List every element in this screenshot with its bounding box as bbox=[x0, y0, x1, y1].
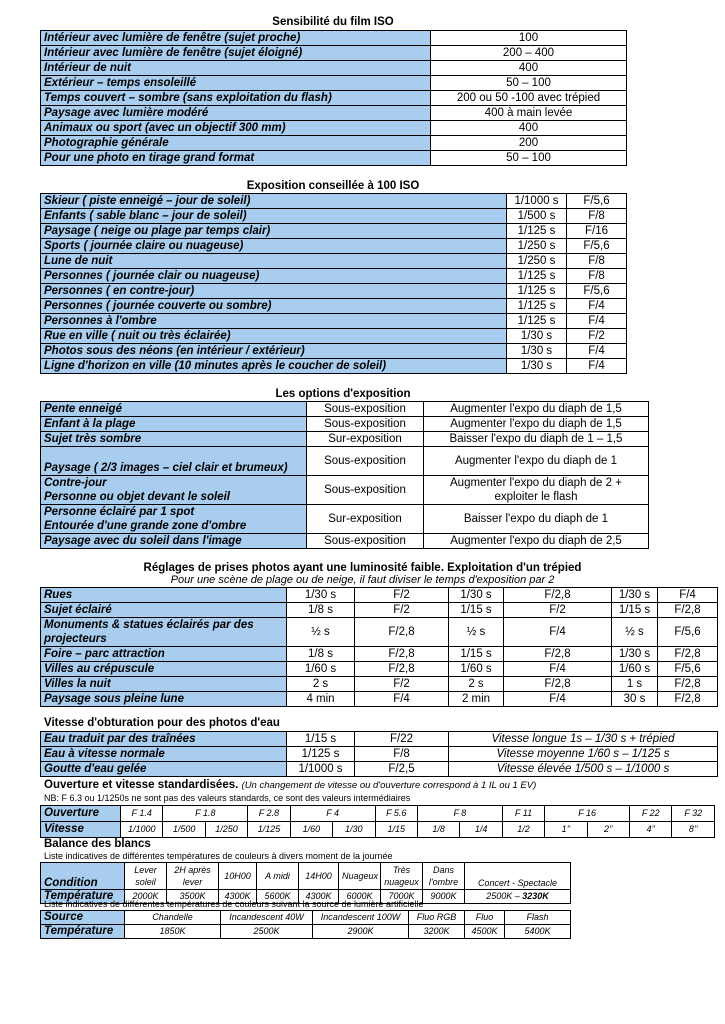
source-temperature-value: 5400K bbox=[505, 925, 571, 939]
lowlight-subject: Rues bbox=[41, 588, 287, 603]
iso-value: 400 bbox=[431, 121, 627, 136]
iso-row bbox=[41, 31, 627, 46]
options-situation bbox=[41, 534, 307, 549]
iso-row bbox=[41, 46, 627, 61]
lowlight-speed: 2 min bbox=[449, 692, 504, 707]
lowlight-speed: 1/30 s bbox=[612, 647, 658, 662]
options-type: Sous-exposition bbox=[307, 417, 424, 432]
lowlight-aperture: F/5,6 bbox=[658, 618, 718, 647]
expo-aperture: F/4 bbox=[567, 314, 627, 329]
condition-value: Concert - Spectacle bbox=[465, 863, 571, 890]
standard-title bbox=[44, 778, 536, 793]
temperature-value: 5600K bbox=[257, 890, 299, 904]
lowlight-speed: 1/30 s bbox=[287, 588, 355, 603]
aperture-value: F 5.6 bbox=[375, 806, 417, 822]
options-situation-line: Enfant à la plage bbox=[44, 418, 136, 430]
options-situation bbox=[41, 432, 307, 447]
options-action bbox=[424, 505, 649, 534]
expo-row bbox=[41, 194, 627, 209]
options-action-line: Augmenter l'expo du diaph de 1,5 bbox=[450, 418, 622, 430]
speed-value: 1/1000 bbox=[121, 822, 163, 838]
concert-temp-range-end: 3230K bbox=[522, 891, 549, 901]
options-action bbox=[424, 432, 649, 447]
balance-title: Balance des blancs bbox=[44, 838, 151, 850]
lowlight-speed: 2 s bbox=[449, 677, 504, 692]
lowlight-speed: 1/15 s bbox=[449, 603, 504, 618]
expo-aperture: F/5,6 bbox=[567, 194, 627, 209]
temperature-value: 9000K bbox=[423, 890, 465, 904]
iso-value: 50 – 100 bbox=[431, 76, 627, 91]
lowlight-aperture: F/2,8 bbox=[504, 647, 612, 662]
speed-value: 1’’ bbox=[545, 822, 587, 838]
water-row bbox=[41, 732, 718, 747]
water-note: Vitesse élevée 1/500 s – 1/1000 s bbox=[449, 762, 718, 777]
speed-value: 1/8 bbox=[417, 822, 459, 838]
lowlight-subject: Paysage sous pleine lune bbox=[41, 692, 287, 707]
lowlight-aperture: F/2,8 bbox=[658, 647, 718, 662]
expo-aperture: F/16 bbox=[567, 224, 627, 239]
options-action-line: Augmenter l'expo du diaph de 2 + bbox=[450, 477, 622, 489]
lowlight-speed: 4 min bbox=[287, 692, 355, 707]
aperture-value: F 22 bbox=[630, 806, 672, 822]
expo-aperture: F/8 bbox=[567, 209, 627, 224]
options-row bbox=[41, 402, 649, 417]
options-row bbox=[41, 534, 649, 549]
options-type: Sous-exposition bbox=[307, 476, 424, 505]
options-situation-line: Paysage avec du soleil dans l'image bbox=[44, 535, 242, 547]
lowlight-subtitle: Pour une scène de plage ou de neige, il faut diviser le temps d'exposition par 2 bbox=[170, 574, 555, 586]
expo-speed: 1/125 s bbox=[507, 269, 567, 284]
lowlight-aperture: F/2,8 bbox=[355, 647, 449, 662]
expo-speed: 1/500 s bbox=[507, 209, 567, 224]
lowlight-speed: 1 s bbox=[612, 677, 658, 692]
water-title: Vitesse d'obturation pour des photos d'eau bbox=[44, 717, 280, 729]
iso-row bbox=[41, 151, 627, 166]
lowlight-subject: Villes au crépuscule bbox=[41, 662, 287, 677]
options-action bbox=[424, 402, 649, 417]
lowlight-speed: 1/30 s bbox=[612, 588, 658, 603]
expo-subject: Rue en ville ( nuit ou très éclairée) bbox=[41, 329, 507, 344]
lowlight-subject: Sujet éclairé bbox=[41, 603, 287, 618]
speed-value: 4’’ bbox=[630, 822, 672, 838]
expo-aperture: F/2 bbox=[567, 329, 627, 344]
iso-value: 400 à main levée bbox=[431, 106, 627, 121]
iso-title: Sensibilité du film ISO bbox=[272, 16, 394, 28]
iso-condition: Temps couvert – sombre (sans exploitation du flash) bbox=[41, 91, 431, 106]
iso-condition: Animaux ou sport (avec un objectif 300 mm) bbox=[41, 121, 431, 136]
options-situation-line: Personne éclairé par 1 spot bbox=[44, 506, 195, 518]
source-temperature-value: 2500K bbox=[221, 925, 313, 939]
lowlight-row bbox=[41, 588, 718, 603]
options-type: Sur-exposition bbox=[307, 432, 424, 447]
water-row bbox=[41, 762, 718, 777]
temperature-value: 3500K bbox=[167, 890, 219, 904]
expo-row bbox=[41, 344, 627, 359]
lowlight-speed: 1/60 s bbox=[612, 662, 658, 677]
water-aperture: F/2,5 bbox=[355, 762, 449, 777]
iso-condition: Intérieur avec lumière de fenêtre (sujet proche) bbox=[41, 31, 431, 46]
water-aperture: F/22 bbox=[355, 732, 449, 747]
source-temperature-value: 3200K bbox=[409, 925, 465, 939]
temperature-value: 4300K bbox=[219, 890, 257, 904]
condition-value: 10H00 bbox=[219, 863, 257, 890]
water-speed: 1/1000 s bbox=[287, 762, 355, 777]
aperture-value: F 11 bbox=[502, 806, 544, 822]
lowlight-aperture: F/4 bbox=[504, 618, 612, 647]
expo-subject: Personnes ( journée couverte ou sombre) bbox=[41, 299, 507, 314]
lowlight-row bbox=[41, 647, 718, 662]
expo-row bbox=[41, 224, 627, 239]
expo-table bbox=[40, 193, 627, 374]
expo-row bbox=[41, 329, 627, 344]
iso-condition: Paysage avec lumière modéré bbox=[41, 106, 431, 121]
speed-value: 8’’ bbox=[672, 822, 715, 838]
aperture-value: F 4 bbox=[290, 806, 375, 822]
condition-value: Très nuageux bbox=[381, 863, 423, 890]
source-temperature-header: Température bbox=[41, 925, 125, 939]
lowlight-aperture: F/2,8 bbox=[504, 588, 612, 603]
options-situation bbox=[41, 402, 307, 417]
expo-aperture: F/4 bbox=[567, 299, 627, 314]
lowlight-title: Réglages de prises photos ayant une luminosité faible. Exploitation d'un trépied bbox=[143, 562, 582, 574]
expo-speed: 1/125 s bbox=[507, 314, 567, 329]
source-value: Chandelle bbox=[125, 911, 221, 925]
lowlight-aperture: F/4 bbox=[504, 692, 612, 707]
options-situation-line: Personne ou objet devant le soleil bbox=[44, 491, 230, 503]
condition-value: Dans l'ombre bbox=[423, 863, 465, 890]
lowlight-aperture: F/2 bbox=[504, 603, 612, 618]
options-action-line: Augmenter l'expo du diaph de 2,5 bbox=[450, 535, 622, 547]
iso-condition: Intérieur de nuit bbox=[41, 61, 431, 76]
expo-aperture: F/4 bbox=[567, 359, 627, 374]
lowlight-aperture: F/4 bbox=[504, 662, 612, 677]
expo-subject: Paysage ( neige ou plage par temps clair) bbox=[41, 224, 507, 239]
condition-row bbox=[41, 863, 571, 890]
lowlight-speed: 1/60 s bbox=[287, 662, 355, 677]
lowlight-aperture: F/2,8 bbox=[355, 662, 449, 677]
iso-row bbox=[41, 61, 627, 76]
options-situation-line: Entourée d'une grande zone d'ombre bbox=[44, 520, 247, 532]
condition-header: Condition bbox=[41, 863, 125, 890]
expo-speed: 1/125 s bbox=[507, 224, 567, 239]
expo-speed: 1/30 s bbox=[507, 329, 567, 344]
lowlight-aperture: F/2,8 bbox=[658, 692, 718, 707]
iso-row bbox=[41, 136, 627, 151]
source-table bbox=[40, 910, 571, 939]
speed-row bbox=[41, 822, 715, 838]
lowlight-row bbox=[41, 618, 718, 647]
options-action bbox=[424, 447, 649, 476]
lowlight-row bbox=[41, 662, 718, 677]
speed-value: 1/60 bbox=[290, 822, 332, 838]
expo-speed: 1/250 s bbox=[507, 254, 567, 269]
lowlight-aperture: F/2 bbox=[355, 677, 449, 692]
water-subject: Eau traduit par des traînées bbox=[41, 732, 287, 747]
options-action-line: Baisser l'expo du diaph de 1 bbox=[463, 513, 609, 525]
speed-value: 1/500 bbox=[163, 822, 205, 838]
lowlight-row bbox=[41, 603, 718, 618]
options-action-line: Augmenter l'expo du diaph de 1,5 bbox=[450, 403, 622, 415]
source-value: Fluo RGB bbox=[409, 911, 465, 925]
options-situation bbox=[41, 505, 307, 534]
water-note: Vitesse moyenne 1/60 s – 1/125 s bbox=[449, 747, 718, 762]
lowlight-table bbox=[40, 587, 718, 707]
temperature-value: 2000K bbox=[125, 890, 167, 904]
water-row bbox=[41, 747, 718, 762]
source-temperature-value: 2900K bbox=[313, 925, 409, 939]
expo-row bbox=[41, 359, 627, 374]
condition-value: Nuageux bbox=[339, 863, 381, 890]
lowlight-row bbox=[41, 677, 718, 692]
speed-header: Vitesse bbox=[41, 822, 121, 838]
water-subject: Goutte d'eau gelée bbox=[41, 762, 287, 777]
lowlight-aperture: F/4 bbox=[355, 692, 449, 707]
expo-aperture: F/5,6 bbox=[567, 239, 627, 254]
lowlight-subject: Monuments & statues éclairés par des projecteurs bbox=[41, 618, 287, 647]
speed-value: 1/2 bbox=[502, 822, 544, 838]
lowlight-row bbox=[41, 692, 718, 707]
aperture-value: F 1.8 bbox=[163, 806, 248, 822]
options-action bbox=[424, 476, 649, 505]
options-row bbox=[41, 432, 649, 447]
expo-speed: 1/125 s bbox=[507, 284, 567, 299]
expo-subject: Ligne d'horizon en ville (10 minutes après le coucher de soleil) bbox=[41, 359, 507, 374]
speed-value: 2’’ bbox=[587, 822, 629, 838]
expo-subject: Personnes ( en contre-jour) bbox=[41, 284, 507, 299]
options-situation-line: Pente enneigé bbox=[44, 403, 122, 415]
expo-speed: 1/125 s bbox=[507, 299, 567, 314]
lowlight-aperture: F/2,8 bbox=[355, 618, 449, 647]
lowlight-aperture: F/2,8 bbox=[658, 677, 718, 692]
iso-row bbox=[41, 106, 627, 121]
expo-speed: 1/250 s bbox=[507, 239, 567, 254]
options-action-line: Augmenter l'expo du diaph de 1 bbox=[454, 455, 618, 467]
lowlight-speed: ½ s bbox=[612, 618, 658, 647]
lowlight-aperture: F/4 bbox=[658, 588, 718, 603]
standard-table bbox=[40, 805, 715, 838]
water-note: Vitesse longue 1s – 1/30 s + trépied bbox=[449, 732, 718, 747]
speed-value: 1/30 bbox=[333, 822, 375, 838]
expo-subject: Lune de nuit bbox=[41, 254, 507, 269]
iso-value: 50 – 100 bbox=[431, 151, 627, 166]
options-action bbox=[424, 534, 649, 549]
lowlight-speed: 30 s bbox=[612, 692, 658, 707]
lowlight-subject: Foire – parc attraction bbox=[41, 647, 287, 662]
lowlight-speed: 1/30 s bbox=[449, 588, 504, 603]
source-value: Fluo bbox=[465, 911, 505, 925]
expo-speed: 1/1000 s bbox=[507, 194, 567, 209]
expo-aperture: F/8 bbox=[567, 254, 627, 269]
iso-table bbox=[40, 30, 627, 166]
options-situation-line: Contre-jour bbox=[44, 477, 107, 489]
options-row bbox=[41, 505, 649, 534]
speed-value: 1/250 bbox=[205, 822, 247, 838]
expo-row bbox=[41, 284, 627, 299]
options-situation-line: Paysage ( 2/3 images – ciel clair et brumeux) bbox=[44, 462, 288, 474]
aperture-value: F 16 bbox=[545, 806, 630, 822]
aperture-value: F 1.4 bbox=[121, 806, 163, 822]
options-title: Les options d'exposition bbox=[275, 388, 411, 400]
condition-value: 14H00 bbox=[299, 863, 339, 890]
standard-title-note: (Un changement de vitesse ou d'ouverture correspond à 1 IL ou 1 EV) bbox=[241, 780, 537, 791]
source-header: Source bbox=[41, 911, 125, 925]
aperture-value: F 8 bbox=[417, 806, 502, 822]
source-row bbox=[41, 911, 571, 925]
lowlight-speed: ½ s bbox=[449, 618, 504, 647]
options-action bbox=[424, 417, 649, 432]
source-value: Flash bbox=[505, 911, 571, 925]
water-subject: Eau à vitesse normale bbox=[41, 747, 287, 762]
iso-value: 200 ou 50 -100 avec trépied bbox=[431, 91, 627, 106]
options-type: Sur-exposition bbox=[307, 505, 424, 534]
standard-title-text: Ouverture et vitesse standardisées. bbox=[44, 779, 239, 791]
water-speed: 1/15 s bbox=[287, 732, 355, 747]
source-temperature-row bbox=[41, 925, 571, 939]
standard-nb: NB: F 6.3 ou 1/1250s ne sont pas des valeurs standards, ce sont des valeurs intermédiaires bbox=[44, 793, 411, 803]
iso-value: 100 bbox=[431, 31, 627, 46]
balance-note-1: Liste indicatives de différentes températures de couleurs à divers moment de la journée bbox=[44, 851, 393, 861]
iso-row bbox=[41, 121, 627, 136]
expo-subject: Enfants ( sable blanc – jour de soleil) bbox=[41, 209, 507, 224]
options-situation-line: Sujet très sombre bbox=[44, 433, 142, 445]
options-situation bbox=[41, 447, 307, 476]
expo-row bbox=[41, 314, 627, 329]
water-speed: 1/125 s bbox=[287, 747, 355, 762]
speed-value: 1/15 bbox=[375, 822, 417, 838]
options-type: Sous-exposition bbox=[307, 402, 424, 417]
iso-condition: Photographie générale bbox=[41, 136, 431, 151]
lowlight-speed: 1/60 s bbox=[449, 662, 504, 677]
lowlight-speed: 1/8 s bbox=[287, 603, 355, 618]
expo-row bbox=[41, 239, 627, 254]
water-table bbox=[40, 731, 718, 777]
condition-value: A midi bbox=[257, 863, 299, 890]
expo-row bbox=[41, 254, 627, 269]
iso-condition: Pour une photo en tirage grand format bbox=[41, 151, 431, 166]
balance-table bbox=[40, 862, 571, 904]
expo-subject: Personnes à l'ombre bbox=[41, 314, 507, 329]
iso-value: 200 – 400 bbox=[431, 46, 627, 61]
expo-subject: Skieur ( piste enneigé – jour de soleil) bbox=[41, 194, 507, 209]
iso-row bbox=[41, 76, 627, 91]
temperature-value-concert bbox=[465, 890, 571, 904]
source-value: Incandescent 40W bbox=[221, 911, 313, 925]
options-type: Sous-exposition bbox=[307, 447, 424, 476]
options-type: Sous-exposition bbox=[307, 534, 424, 549]
lowlight-aperture: F/2 bbox=[355, 588, 449, 603]
aperture-header: Ouverture bbox=[41, 806, 121, 822]
expo-subject: Personnes ( journée clair ou nuageuse) bbox=[41, 269, 507, 284]
iso-condition: Intérieur avec lumière de fenêtre (sujet éloigné) bbox=[41, 46, 431, 61]
expo-row bbox=[41, 269, 627, 284]
options-action-line: exploiter le flash bbox=[494, 491, 578, 503]
expo-speed: 1/30 s bbox=[507, 359, 567, 374]
condition-value: 2H après lever bbox=[167, 863, 219, 890]
options-action-line: Baisser l'expo du diaph de 1 – 1,5 bbox=[449, 433, 623, 445]
expo-row bbox=[41, 209, 627, 224]
source-temperature-value: 1850K bbox=[125, 925, 221, 939]
expo-aperture: F/8 bbox=[567, 269, 627, 284]
lowlight-aperture: F/2 bbox=[355, 603, 449, 618]
aperture-value: F 32 bbox=[672, 806, 715, 822]
speed-value: 1/125 bbox=[248, 822, 290, 838]
expo-speed: 1/30 s bbox=[507, 344, 567, 359]
lowlight-speed: 2 s bbox=[287, 677, 355, 692]
options-row bbox=[41, 447, 649, 476]
aperture-value: F 2.8 bbox=[248, 806, 290, 822]
temperature-value: 7000K bbox=[381, 890, 423, 904]
expo-aperture: F/4 bbox=[567, 344, 627, 359]
options-table bbox=[40, 401, 649, 549]
iso-condition: Extérieur – temps ensoleillé bbox=[41, 76, 431, 91]
iso-value: 400 bbox=[431, 61, 627, 76]
expo-subject: Photos sous des néons (en intérieur / extérieur) bbox=[41, 344, 507, 359]
source-value: Incandescent 100W bbox=[313, 911, 409, 925]
lowlight-aperture: F/5,6 bbox=[658, 662, 718, 677]
lowlight-aperture: F/2,8 bbox=[658, 603, 718, 618]
options-row bbox=[41, 476, 649, 505]
options-situation bbox=[41, 476, 307, 505]
options-row bbox=[41, 417, 649, 432]
lowlight-subject: Villes la nuit bbox=[41, 677, 287, 692]
source-temperature-value: 4500K bbox=[465, 925, 505, 939]
lowlight-speed: 1/15 s bbox=[449, 647, 504, 662]
lowlight-aperture: F/2,8 bbox=[504, 677, 612, 692]
concert-temp-range-start: 2500K – bbox=[486, 891, 523, 901]
lowlight-speed: ½ s bbox=[287, 618, 355, 647]
condition-value: Lever soleil bbox=[125, 863, 167, 890]
lowlight-speed: 1/8 s bbox=[287, 647, 355, 662]
lowlight-speed: 1/15 s bbox=[612, 603, 658, 618]
balance-note-2: Liste indicatives de différentes températures de couleurs suivant la source de lumière artificielle bbox=[44, 899, 424, 909]
expo-title: Exposition conseillée à 100 ISO bbox=[246, 180, 420, 192]
temperature-header: Température bbox=[41, 890, 125, 904]
expo-subject: Sports ( journée claire ou nuageuse) bbox=[41, 239, 507, 254]
speed-value: 1/4 bbox=[460, 822, 502, 838]
water-aperture: F/8 bbox=[355, 747, 449, 762]
expo-row bbox=[41, 299, 627, 314]
aperture-row bbox=[41, 806, 715, 822]
options-situation bbox=[41, 417, 307, 432]
temperature-value: 6000K bbox=[339, 890, 381, 904]
iso-value: 200 bbox=[431, 136, 627, 151]
expo-aperture: F/5,6 bbox=[567, 284, 627, 299]
temperature-value: 4300K bbox=[299, 890, 339, 904]
iso-row bbox=[41, 91, 627, 106]
